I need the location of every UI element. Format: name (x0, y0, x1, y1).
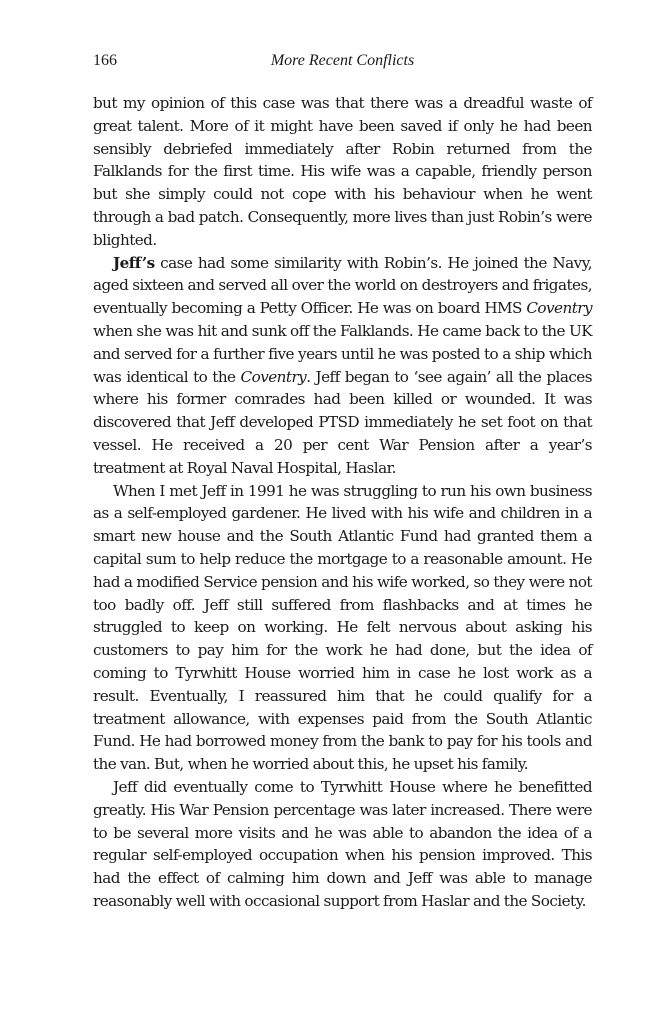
paragraph-text: when she was hit and sunk off the Falklands. He came back to the UK and served for a further five years until he was posted to a ship which was identical to the (93, 321, 592, 386)
page-number: 166 (93, 52, 117, 69)
paragraph-text: case had some similarity with Robin’s. He joined the Navy, aged sixteen and served all over the world on destroyers and frigates, eventually becoming a Petty Officer. He was on board HMS (93, 253, 592, 318)
paragraph-jeff-case (93, 252, 592, 480)
running-head (93, 52, 592, 78)
running-title: More Recent Conflicts (270, 52, 415, 69)
body-text (93, 92, 592, 913)
ship-name: Coventry (240, 367, 307, 386)
ship-name: Coventry (526, 299, 592, 318)
paragraph-meeting-jeff: When I met Jeff in 1991 he was struggling to run his own business as a self-employed gardener. He lived with his wife and children in a smart new house and the South Atlantic Fund had granted them a capital sum to help reduce the mortgage to a reasonable amount. He had a modified Service pension and his wife worked, so they were not too badly off. Jeff still suffered from flashbacks and at times he struggled to keep on working. He felt nervous about asking his customers to pay him for the work he had done, but the idea of coming to Tyrwhitt House worried him in case he lost work as a result. Eventually, I reassured him that he could qualify for a treatment allowance, with expenses paid from the South Atlantic Fund. He had borrowed money from the bank to pay for his tools and the van. But, when he worried about this, he upset his family. (93, 481, 592, 774)
book-page (93, 52, 592, 913)
paragraph-tyrwhitt-house: Jeff did eventually come to Tyrwhitt House where he benefitted greatly. His War Pension percentage was later increased. There were to be several more visits and he was able to abandon the idea of a regular self-employed occupation when his pension improved. This had the effect of calming him down and Jeff was able to manage reasonably well with occasional support from Haslar and the Society. (93, 777, 592, 910)
paragraph-continued: but my opinion of this case was that there was a dreadful waste of great talent. More of it might have been saved if only he had been sensibly debriefed immediately after Robin returned from the Falklands for the first time. His wife was a capable, friendly person but she simply could not cope with his behaviour when he went through a bad patch. Consequently, more lives than just Robin’s were blighted. (93, 94, 592, 249)
case-name: Jeff’s (113, 253, 155, 272)
paragraph-text: . Jeff began to ‘see again’ all the places where his former comrades had been killed or wounded. It was discovered that Jeff developed PTSD immediately he set foot on that vessel. He received a 20 per cent War Pension after a year’s treatment at Royal Naval Hospital, Haslar. (93, 367, 592, 477)
